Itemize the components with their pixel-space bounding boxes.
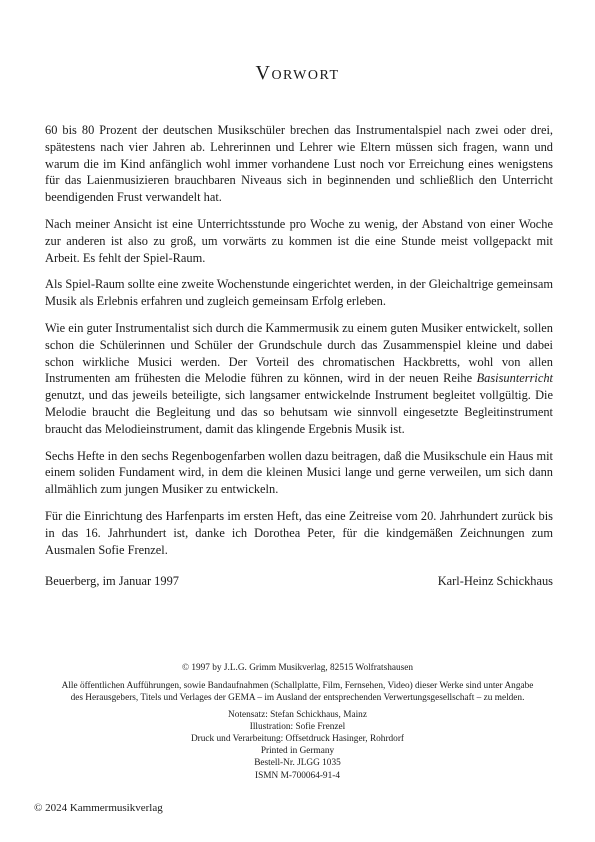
illustration-credit: Illustration: Sofie Frenzel (249, 721, 346, 732)
paragraph-6: Für die Einrichtung des Harfenparts im ersten Heft, das eine Zeitreise vom 20. Jahrhundert zurück bis in das 16. Jahrhundert ist, danke ich Dorothea Peter, für die kindgemäßen Zeichnungen zum Ausmalen Sofie Frenzel. (45, 508, 553, 557)
printed-in: Printed in Germany (260, 746, 335, 757)
page-title: Vorwort (255, 62, 340, 84)
ismn-number: ISMN M-700064-91-4 (255, 770, 340, 781)
notensatz-credit: Notensatz: Stefan Schickhaus, Mainz (228, 709, 367, 720)
printing-credit: Druck und Verarbeitung: Offsetdruck Hasinger, Rohrdorf (190, 734, 405, 745)
footer-copyright: © 2024 Kammermusikverlag (34, 802, 163, 814)
signature-row (45, 574, 553, 589)
paragraph-2: Nach meiner Ansicht ist eine Unterrichtsstunde pro Woche zu wenig, der Abstand von einer Woche zur anderen ist also zu groß, um vorwärts zu kommen ist die eine Stunde meist vollgepackt mit Arbeit. Es fehlt der Spiel-Raum. (45, 216, 553, 265)
rights-line-2: des Herausgebers, Titels und Verlages der GEMA – im Ausland der entsprechenden Verwertungsgesellschaft – zu melden. (70, 693, 525, 704)
order-number: Bestell-Nr. JLGG 1035 (254, 758, 341, 769)
place-date: Beuerberg, im Januar 1997 (45, 574, 179, 588)
paragraph-1: 60 bis 80 Prozent der deutschen Musikschüler brechen das Instrumentalspiel nach zwei oder drei, spätestens nach vier Jahren ab. Lehrerinnen und Lehrer wie Eltern müssen sich fragen, wann und warum die im Kind anfänglich wohl immer vorhandene Lust noch vor Erreichung eines wenigstens für das Laienmusizieren brauchbaren Niveaus sich in beginnenden und schließlich den Unterricht beendigenden Frust verwandelt hat. (45, 123, 553, 205)
rights-line-1: Alle öffentlichen Aufführungen, sowie Bandaufnahmen (Schallplatte, Film, Fernsehen, Video) dieser Werke sind unter Angabe (61, 681, 534, 692)
preface-body (45, 122, 553, 568)
paragraph-3: Als Spiel-Raum sollte eine zweite Wochenstunde eingerichtet werden, in der Gleichaltrige gemeinsam Musik als Erlebnis erfahren und zugleich gemeinsam Erfolg erleben. (45, 277, 553, 309)
rights-notice (30, 680, 565, 704)
paragraph-4 (45, 320, 553, 438)
author-name: Karl-Heinz Schickhaus (437, 574, 553, 588)
series-name-emphasis: Basisunterricht (476, 371, 553, 386)
paragraph-5: Sechs Hefte in den sechs Regenbogenfarben wollen dazu beitragen, daß die Musikschule ein Haus mit einem soliden Fundament wird, in dem die kleinen Musici lange und gerne verweilen, um sich dann allmählich zum jungen Musiker zu entwickeln. (45, 448, 553, 497)
paragraph-4-before: Wie ein guter Instrumentalist sich durch die Kammermusik zu einem guten Musiker entwickelt, sollen schon die Schülerinnen und Schüler der Grundschule durch das Zusammenspiel kleine und dabei schon wirkliche Musici werden. Der Vorteil des chromatischen Hackbretts, wohl von allen Instrumenten am frühesten die Melodie führen zu können, wird in der neuen Reihe (45, 320, 553, 386)
publisher-copyright: © 1997 by J.L.G. Grimm Musikverlag, 82515 Wolfratshausen (181, 663, 414, 673)
imprint (30, 662, 565, 782)
paragraph-4-after: genutzt, und das jeweils beteiligte, sich langsamer entwickelnde Instrument begleitet vollgültig. Die Melodie braucht die Begleitung und das so behutsam wie sinnvoll eingesetzte Begleitinstrument braucht das Melodieinstrument, damit das klingende Ergebnis Musik ist. (45, 388, 553, 436)
